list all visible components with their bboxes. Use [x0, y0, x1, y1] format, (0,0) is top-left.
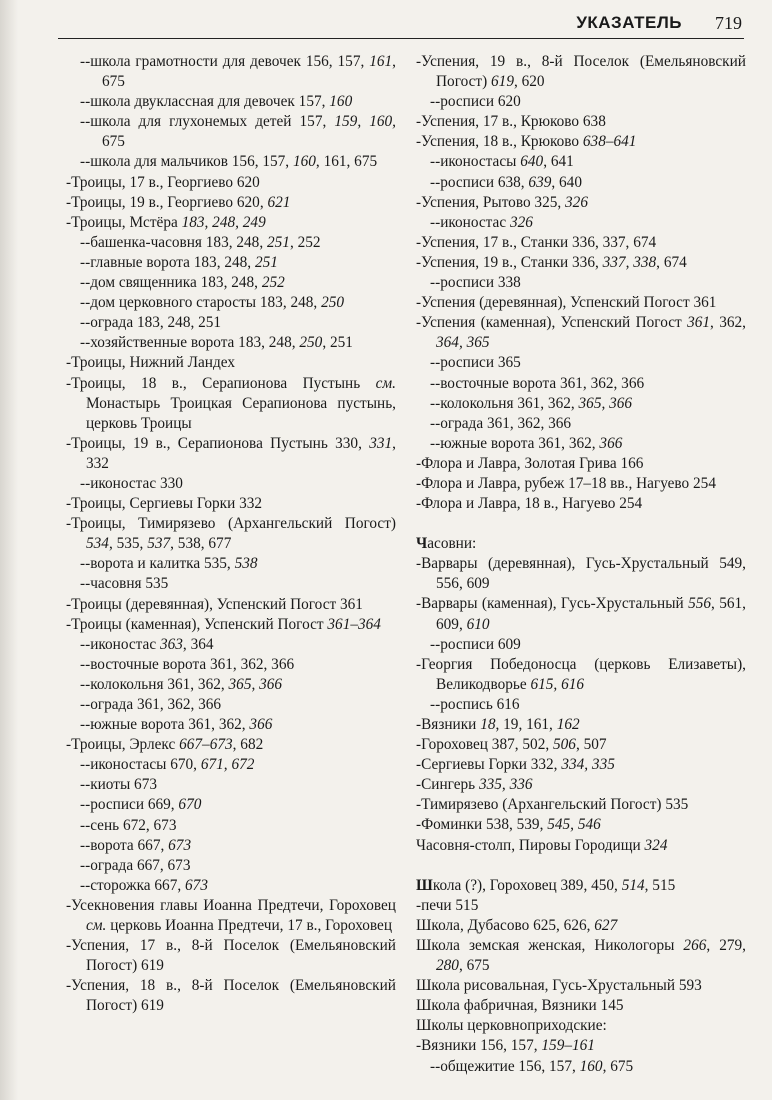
- entry-text: , 640: [551, 173, 582, 191]
- page-ref-illustration: 640: [520, 153, 544, 171]
- entry-text: -Троицы, Сергиевы Горки 332: [66, 495, 263, 513]
- entry-text: --ворота и калитка 535,: [80, 555, 235, 573]
- index-entry: [416, 233, 746, 253]
- entry-text: , 279,: [706, 936, 746, 954]
- entry-text: --южные ворота 361, 362,: [430, 434, 600, 452]
- index-entry: [66, 313, 396, 333]
- index-entry: [416, 253, 746, 273]
- page-ref-illustration: 366: [599, 434, 623, 452]
- index-entry: [416, 916, 746, 936]
- entry-text: -Вязники: [416, 716, 481, 733]
- entry-text: , 362,: [710, 314, 747, 332]
- index-entry: [66, 213, 396, 233]
- entry-text: 675: [102, 133, 125, 151]
- index-entry: [66, 936, 396, 976]
- index-entry: [66, 554, 396, 574]
- entry-text: --росписи 638,: [430, 173, 529, 191]
- index-entry: [66, 52, 396, 92]
- index-entry: [416, 132, 746, 152]
- entry-text: , 507: [575, 736, 607, 754]
- page-ref-illustration: 18: [480, 716, 496, 733]
- index-entry: [66, 856, 396, 876]
- index-entry: [66, 876, 396, 896]
- index-entry: [66, 193, 396, 213]
- page-ref-illustration: 266: [683, 936, 707, 954]
- entry-text: --южные ворота 361, 362,: [80, 716, 250, 734]
- index-entry: [66, 715, 396, 735]
- entry-text: , 674: [656, 253, 687, 271]
- index-entry: [66, 675, 396, 695]
- entry-text: --роспись 616: [430, 695, 520, 713]
- entry-text: --киоты 673: [80, 776, 157, 794]
- entry-text: --колокольня 361, 362,: [430, 394, 579, 412]
- index-entry: [416, 213, 746, 233]
- entry-text: --общежитие 156, 157,: [430, 1057, 580, 1075]
- page-number: 719: [715, 13, 742, 33]
- index-entry: [416, 594, 746, 634]
- entry-text: Школа земская женская, Никологоры: [416, 936, 684, 954]
- entry-text: -Успения, Рытово 325,: [416, 193, 566, 211]
- entry-text: , 682: [232, 736, 264, 754]
- page-ref-illustration: 366: [249, 716, 273, 734]
- page-ref-illustration: 615, 616: [530, 675, 585, 693]
- entry-text: --хозяйственные ворота 183, 248,: [80, 334, 300, 352]
- index-entry: [66, 896, 396, 936]
- index-entry: [66, 816, 396, 836]
- index-entry: [416, 554, 746, 594]
- index-entry: [66, 374, 396, 434]
- page-ref-illustration: 159–161: [541, 1037, 595, 1055]
- page-ref-illustration: 361: [687, 314, 711, 332]
- index-entry: [66, 775, 396, 795]
- index-entry: [66, 152, 396, 172]
- entry-text: , 561, 609,: [436, 595, 746, 633]
- index-entry: [66, 574, 396, 594]
- entry-text: , 675: [102, 53, 396, 91]
- page-ref-illustration: см.: [86, 917, 107, 935]
- page-ref-illustration: 160: [329, 93, 353, 111]
- index-entry: [66, 92, 396, 112]
- page-ref-illustration: 556: [688, 595, 712, 613]
- index-entry: [416, 1016, 746, 1036]
- index-section-heading: [416, 534, 746, 554]
- entry-text: -Сингерь: [416, 776, 479, 794]
- index-entry: [66, 494, 396, 514]
- entry-text: -Успения, 18 в., 8-й Поселок (Емельяновский Погост) 619: [66, 977, 396, 1015]
- page-ref-illustration: 619: [491, 73, 514, 91]
- page-ref-illustration: 326: [565, 193, 588, 211]
- index-entry: [416, 996, 746, 1016]
- page-ref-illustration: 545, 546: [547, 816, 601, 834]
- page-ref-illustration: 537: [147, 535, 171, 553]
- page-ref-illustration: 337, 338: [602, 253, 657, 271]
- entry-text: кола (?), Гороховец 389, 450,: [432, 876, 622, 894]
- page-ref-illustration: 627: [594, 916, 618, 934]
- index-column-left: [66, 52, 396, 1017]
- entry-text: --дом церковного старосты 183, 248,: [80, 294, 322, 312]
- index-entry: [416, 414, 746, 434]
- index-entry: [416, 635, 746, 655]
- page-ref-illustration: 250: [321, 294, 345, 312]
- page-ref-illustration: 252: [261, 274, 285, 292]
- index-column-right: [416, 52, 746, 1077]
- entry-text: --росписи 620: [430, 93, 521, 111]
- entry-text: -Флора и Лавра, 18 в., Нагуево 254: [416, 495, 643, 513]
- index-entry: [416, 896, 746, 916]
- entry-text: --иконостас 330: [80, 474, 183, 492]
- page-ref-illustration: 610: [466, 615, 490, 633]
- entry-text: -Успения, 19 в., 8-й Поселок (Емельяновский Погост): [416, 53, 746, 91]
- index-entry: [416, 755, 746, 775]
- entry-text: -Георгия Победоносца (церковь Елизаветы), Великодворье: [416, 655, 746, 693]
- index-entry: [416, 836, 746, 856]
- index-entry: [66, 695, 396, 715]
- entry-text: , 332: [86, 434, 396, 472]
- page-ref-illustration: см.: [375, 374, 396, 392]
- entry-text: --школа для глухонемых детей 157,: [80, 113, 335, 131]
- entry-text: -Троицы, 19 в., Серапионова Пустынь 330,: [66, 434, 370, 452]
- index-entry: [416, 795, 746, 815]
- entry-text: -Варвары (каменная), Гусь-Хрустальный: [416, 595, 689, 613]
- entry-text: --главные ворота 183, 248,: [80, 253, 255, 271]
- index-entry: [416, 1036, 746, 1056]
- page-ref-illustration: 326: [509, 213, 533, 231]
- entry-text: -Успения, 17 в., Станки 336, 337, 674: [416, 233, 657, 251]
- entry-text: , 641: [543, 153, 574, 171]
- index-entry: [416, 715, 746, 735]
- entry-text: --ограда 361, 362, 366: [80, 696, 222, 713]
- index-entry: [416, 976, 746, 996]
- entry-text: Школа рисовальная, Гусь-Хрустальный 593: [416, 977, 702, 995]
- entry-text: -Троицы, Эрлекс: [66, 736, 180, 754]
- entry-text: --иконостасы: [430, 153, 521, 171]
- entry-text: --школа для мальчиков 156, 157,: [80, 153, 293, 171]
- page-ref-illustration: 250: [299, 334, 323, 352]
- index-entry: [66, 333, 396, 353]
- drop-letter: Ч: [416, 535, 428, 553]
- entry-text: -Сергиевы Горки 332,: [416, 756, 562, 774]
- page-ref-illustration: 534: [86, 535, 109, 553]
- index-entry: [416, 52, 746, 92]
- page-ref-illustration: 159, 160,: [334, 113, 396, 131]
- entry-text: --иконостасы 670,: [80, 756, 201, 774]
- entry-text: --колокольня 361, 362,: [80, 675, 229, 693]
- entry-text: Школы церковноприходские:: [416, 1017, 607, 1035]
- page-ref-illustration: 160: [292, 153, 316, 171]
- page-ref-illustration: 335, 336: [478, 776, 533, 794]
- entry-text: --восточные ворота 361, 362, 366: [430, 374, 645, 392]
- index-entry: [416, 936, 746, 976]
- entry-text: , 538, 677: [170, 535, 232, 553]
- page-ref-illustration: 280: [436, 957, 459, 975]
- running-title: УКАЗАТЕЛЬ: [576, 13, 682, 32]
- entry-text: --росписи 669,: [80, 796, 179, 814]
- page-ref-illustration: 364, 365: [436, 334, 490, 352]
- index-entry: [66, 795, 396, 815]
- entry-text: -Успения, 19 в., Станки 336,: [416, 253, 603, 271]
- entry-text: -Успения (каменная), Успенский Погост: [416, 314, 688, 332]
- page-ref-illustration: 363: [159, 635, 183, 653]
- index-entry: [66, 434, 396, 474]
- entry-text: --сень 672, 673: [80, 816, 177, 834]
- entry-text: -Троицы, 19 в., Георгиево 620,: [66, 193, 268, 211]
- index-entry: [416, 394, 746, 414]
- index-entry: [66, 836, 396, 856]
- index-entry: [416, 876, 746, 896]
- entry-text: --росписи 365: [430, 354, 521, 372]
- entry-text: --ограда 667, 673: [80, 856, 191, 874]
- index-entry: [66, 755, 396, 775]
- entry-text: --ворота 667,: [80, 836, 169, 854]
- index-entry: [416, 353, 746, 373]
- index-entry: [66, 173, 396, 193]
- entry-text: --башенка-часовня 183, 248,: [80, 233, 267, 251]
- entry-text: -Вязники 156, 157,: [416, 1037, 542, 1055]
- entry-text: -Гороховец 387, 502,: [416, 736, 553, 754]
- index-entry: [416, 494, 746, 514]
- entry-text: , 161, 675: [315, 153, 378, 171]
- drop-letter: Ш: [416, 876, 433, 894]
- page-ref-illustration: 538: [234, 555, 258, 573]
- index-entry: [66, 976, 396, 1016]
- entry-text: , 251: [322, 334, 353, 352]
- index-entry: [416, 474, 746, 494]
- entry-text: --росписи 609: [430, 635, 521, 653]
- entry-text: , 675: [458, 957, 490, 975]
- entry-text: -Успения, 18 в., Крюково: [416, 133, 583, 151]
- index-entry: [66, 353, 396, 373]
- entry-text: , 515: [644, 876, 676, 894]
- index-entry: [416, 112, 746, 132]
- entry-text: -Фоминки 538, 539,: [416, 816, 548, 834]
- page-ref-illustration: 161: [369, 53, 393, 70]
- entry-text: , 620: [513, 73, 545, 91]
- index-entry: [66, 615, 396, 635]
- index-entry: [416, 92, 746, 112]
- entry-text: -Варвары (деревянная), Гусь-Хрустальный 549, 556, 609: [416, 555, 746, 593]
- page-ref-illustration: 671, 672: [200, 756, 255, 774]
- entry-text: -Успения (деревянная), Успенский Погост 361: [416, 294, 717, 312]
- index-entry: [66, 293, 396, 313]
- index-entry: [416, 735, 746, 755]
- entry-text: --росписи 338: [430, 274, 521, 292]
- page-ref-illustration: 251: [266, 233, 290, 251]
- entry-text: , 675: [602, 1057, 634, 1075]
- entry-text: --школа грамотности для девочек 156, 157,: [80, 53, 370, 70]
- page-ref-illustration: 160: [579, 1057, 603, 1075]
- index-entry: [416, 374, 746, 394]
- index-entry: [66, 273, 396, 293]
- entry-text: --дом священника 183, 248,: [80, 274, 262, 292]
- entry-text: -Троицы (каменная), Успенский Погост: [66, 615, 328, 633]
- page-edge-shadow: [0, 0, 18, 1100]
- page-ref-illustration: 334, 335: [561, 756, 615, 774]
- index-entry: [416, 152, 746, 172]
- index-entry: [66, 112, 396, 152]
- entry-text: Часовня-столп, Пировы Городищи: [416, 836, 645, 854]
- entry-text: --ограда 183, 248, 251: [80, 314, 222, 332]
- index-entry: [416, 173, 746, 193]
- page-ref-illustration: 670: [178, 796, 202, 814]
- entry-text: --сторожка 667,: [80, 876, 186, 894]
- page-ref-illustration: 673: [168, 836, 192, 854]
- entry-text: -Троицы, 18 в., Серапионова Пустынь: [66, 374, 376, 392]
- entry-text: --часовня 535: [80, 575, 169, 593]
- index-entry: [416, 193, 746, 213]
- entry-text: -Успения, 17 в., 8-й Поселок (Емельяновский Погост) 619: [66, 937, 396, 975]
- entry-text: , 364: [182, 635, 214, 653]
- index-entry: [66, 595, 396, 615]
- page-ref-illustration: 324: [644, 836, 668, 854]
- index-entry: [416, 454, 746, 474]
- entry-text: -Успения, 17 в., Крюково 638: [416, 113, 606, 131]
- page-ref-illustration: 331: [369, 434, 393, 452]
- entry-text: , 19, 161,: [495, 716, 557, 733]
- index-entry: [66, 655, 396, 675]
- index-entry: [416, 815, 746, 835]
- entry-text: Монастырь Троицкая Серапионова пустынь, церковь Троицы: [86, 394, 396, 432]
- index-entry: [66, 233, 396, 253]
- index-entry: [416, 273, 746, 293]
- entry-text: , 252: [289, 233, 321, 251]
- entry-text: асовни:: [427, 535, 477, 553]
- index-entry: [66, 253, 396, 273]
- index-entry: [416, 293, 746, 313]
- running-header: [58, 12, 744, 39]
- entry-text: -Флора и Лавра, рубеж 17–18 вв., Нагуево 254: [416, 474, 716, 492]
- entry-text: -Тимирязево (Архангельский Погост) 535: [416, 796, 689, 814]
- index-entry: [416, 313, 746, 353]
- page-ref-illustration: 361–364: [327, 615, 381, 633]
- index-entry: [66, 735, 396, 755]
- index-entry: [66, 474, 396, 494]
- entry-text: -Троицы, Нижний Ландех: [66, 354, 236, 372]
- page-ref-illustration: 638–641: [582, 133, 637, 151]
- index-entry: [416, 434, 746, 454]
- page-ref-illustration: 621: [267, 193, 291, 211]
- page-ref-illustration: 673: [185, 876, 208, 894]
- entry-text: -Флора и Лавра, Золотая Грива 166: [416, 454, 644, 472]
- entry-text: -печи 515: [416, 896, 479, 914]
- index-entry: [416, 695, 746, 715]
- entry-text: -Троицы (деревянная), Успенский Погост 361: [66, 595, 363, 613]
- entry-text: Школа, Дубасово 625, 626,: [416, 916, 595, 934]
- entry-text: -Троицы, 17 в., Георгиево 620: [66, 173, 260, 191]
- entry-text: --иконостас: [80, 635, 160, 653]
- index-entry: [416, 655, 746, 695]
- page-ref-illustration: 162: [556, 716, 580, 733]
- entry-text: церковь Иоанна Предтечи, 17 в., Гороховец: [106, 917, 393, 935]
- page-ref-illustration: 365, 366: [578, 394, 633, 412]
- page-ref-illustration: 365, 366: [228, 675, 283, 693]
- entry-text: -Усекновения главы Иоанна Предтечи, Гороховец: [66, 896, 396, 914]
- entry-text: -Троицы, Тимирязево (Архангельский Погост): [66, 515, 396, 533]
- entry-text: Школа фабричная, Вязники 145: [416, 997, 624, 1015]
- entry-text: --ограда 361, 362, 366: [430, 414, 572, 432]
- entry-text: --школа двуклассная для девочек 157,: [80, 93, 330, 111]
- entry-text: , 535,: [108, 535, 148, 553]
- page-ref-illustration: 506: [553, 736, 576, 754]
- entry-text: --восточные ворота 361, 362, 366: [80, 655, 295, 673]
- page-ref-illustration: 514: [621, 876, 645, 894]
- page-ref-illustration: 639: [528, 173, 552, 191]
- entry-text: --иконостас: [430, 213, 510, 231]
- index-entry: [416, 775, 746, 795]
- page-ref-illustration: 183, 248, 249: [181, 213, 266, 231]
- page-ref-illustration: 667–673: [179, 736, 233, 754]
- index-entry: [66, 635, 396, 655]
- entry-text: -Троицы, Мстёра: [66, 213, 182, 231]
- index-entry: [66, 514, 396, 554]
- page-ref-illustration: 251: [254, 253, 278, 271]
- index-entry: [416, 1057, 746, 1077]
